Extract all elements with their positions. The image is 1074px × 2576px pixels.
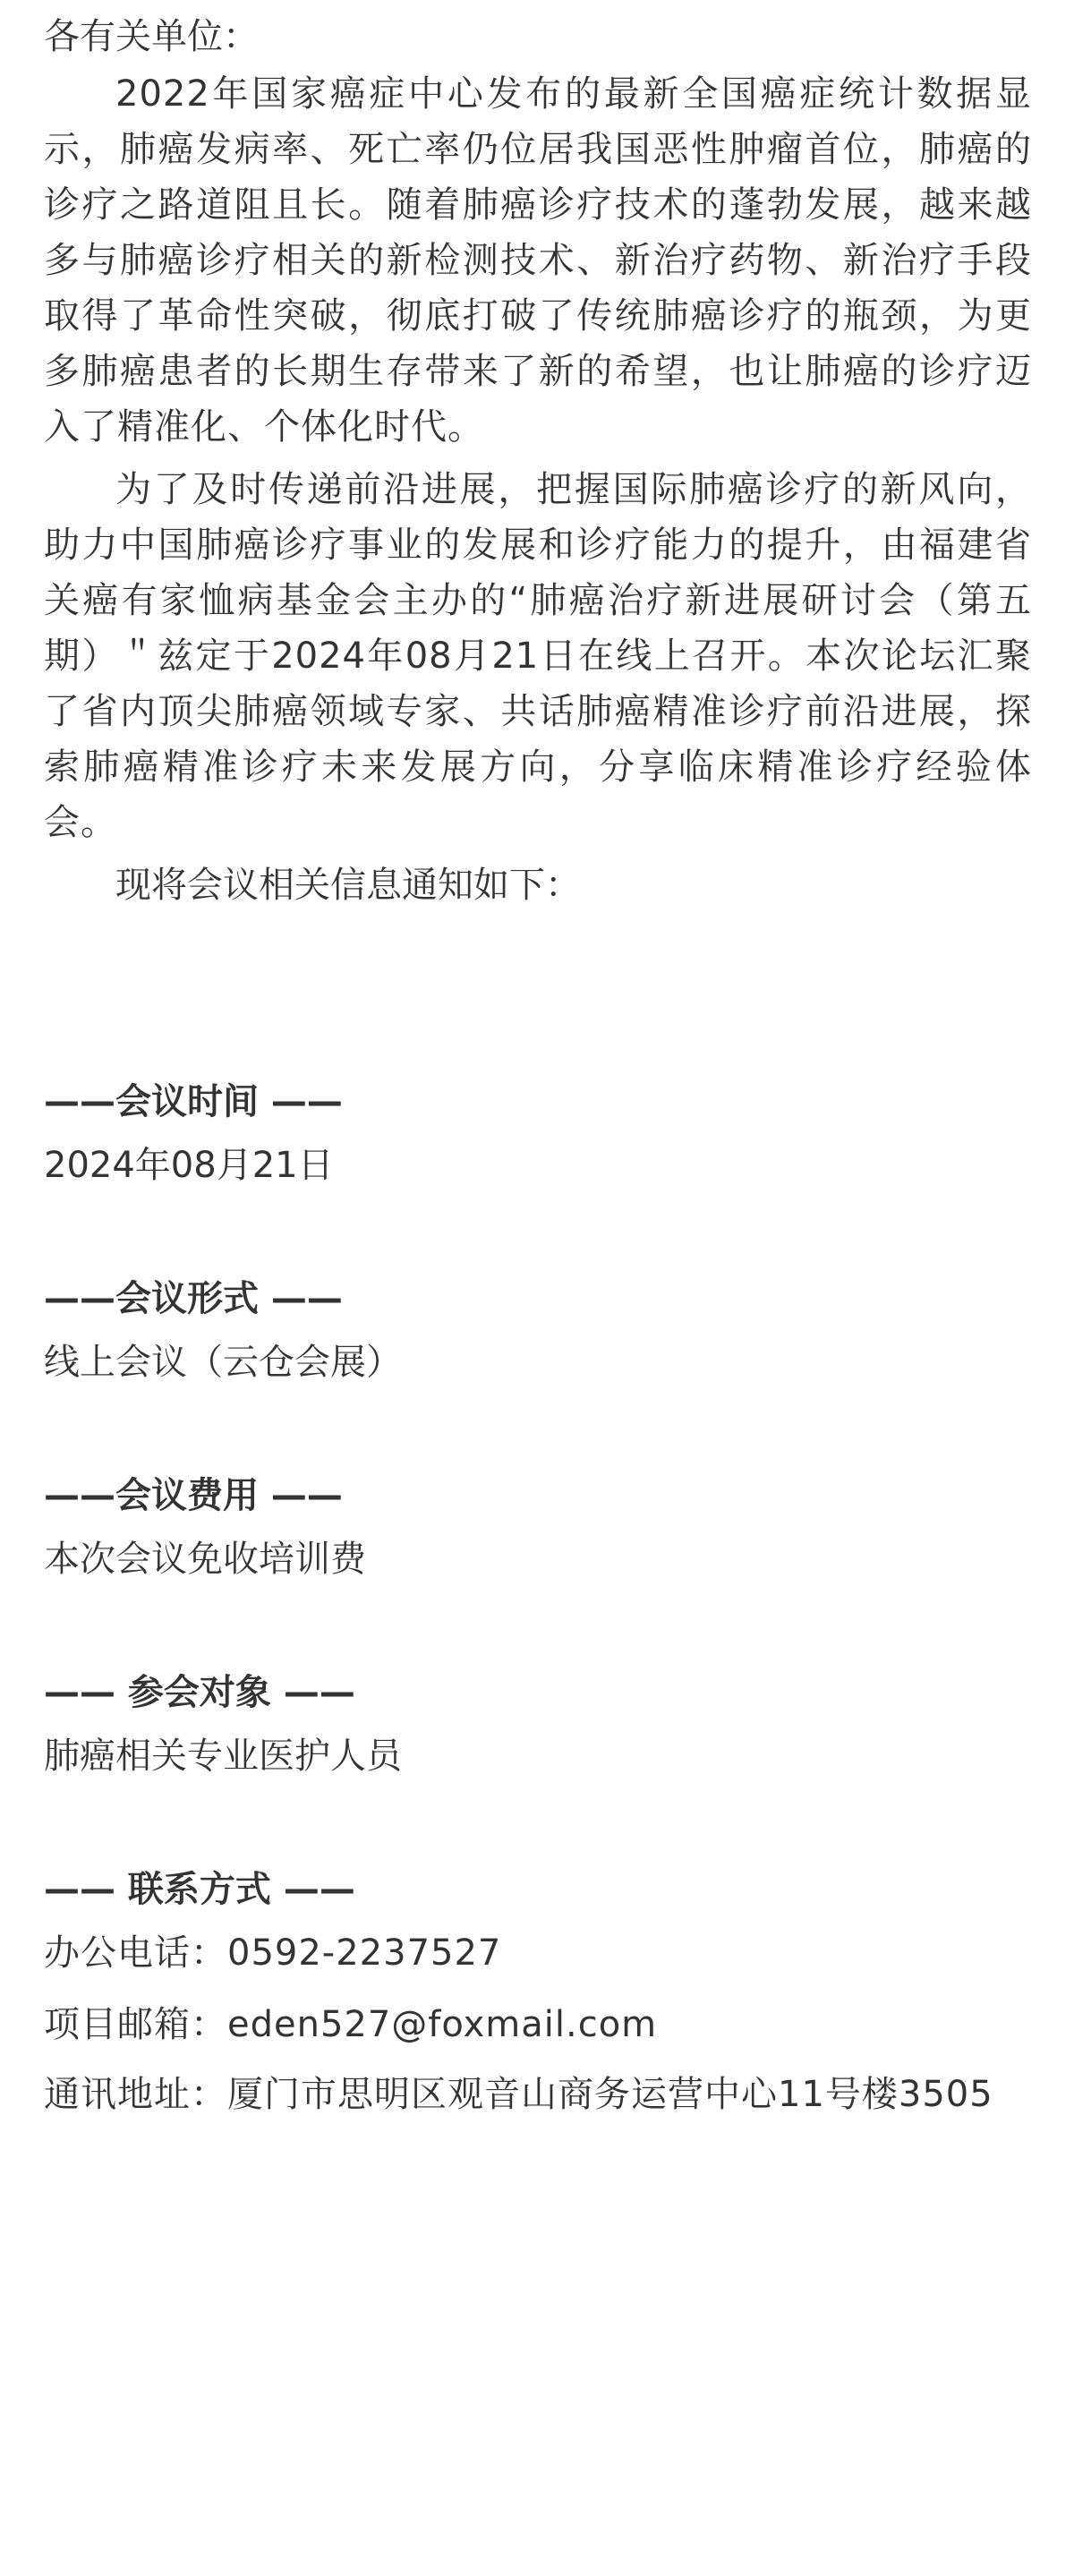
section-heading: ——会议形式 —— <box>44 1278 343 1319</box>
paragraph-background: 2022年国家癌症中心发布的最新全国癌症统计数据显示，肺癌发病率、死亡率仍位居我国恶性肿瘤首位，肺癌的诊疗之路道阻且长。随着肺癌诊疗技术的蓬勃发展，越来越多与肺癌诊疗相关的新检测技术、新治疗药物、新治疗手段取得了革命性突破，彻底打破了传统肺癌诊疗的瓶颈，为更多肺癌患者的长期生存带来了新的希望，也让肺癌的诊疗迈入了精准化、个体化时代。 <box>44 73 1032 448</box>
contact-phone: 办公电话：0592-2237527 <box>44 1932 502 1974</box>
section-heading: ——会议费用 —— <box>44 1475 343 1516</box>
section-contact <box>44 1862 1032 2128</box>
section-meeting-fee <box>44 1468 1032 1595</box>
contact-address: 通讯地址：厦门市思明区观音山商务运营中心11号楼3505 <box>44 2074 993 2115</box>
section-meeting-time <box>44 1074 1032 1201</box>
paragraph-purpose: 为了及时传递前沿进展，把握国际肺癌诊疗的新风向，助力中国肺癌诊疗事业的发展和诊疗能力的提升，由福建省关癌有家恤病基金会主办的“肺癌治疗新进展研讨会（第五期）＂兹定于2024年08月21日在线上召开。本次论坛汇聚了省内顶尖肺癌领域专家、共话肺癌精准诊疗前沿进展，探索肺癌精准诊疗未来发展方向，分享临床精准诊疗经验体会。 <box>44 469 1032 843</box>
contact-email: 项目邮箱：eden527@foxmail.com <box>44 2004 658 2045</box>
section-meeting-format <box>44 1271 1032 1398</box>
section-attendees <box>44 1665 1032 1792</box>
section-heading: —— 联系方式 —— <box>44 1869 355 1910</box>
section-heading: —— 参会对象 —— <box>44 1672 355 1713</box>
section-body: 肺癌相关专业医护人员 <box>44 1736 402 1777</box>
section-body: 线上会议（云仓会展） <box>44 1342 402 1383</box>
section-heading: ——会议时间 —— <box>44 1081 343 1122</box>
intro-line: 现将会议相关信息通知如下： <box>115 865 581 906</box>
section-body: 2024年08月21日 <box>44 1145 334 1186</box>
section-body: 本次会议免收培训费 <box>44 1539 366 1580</box>
spacer <box>44 913 1032 1074</box>
greeting: 各有关单位： <box>44 16 259 57</box>
